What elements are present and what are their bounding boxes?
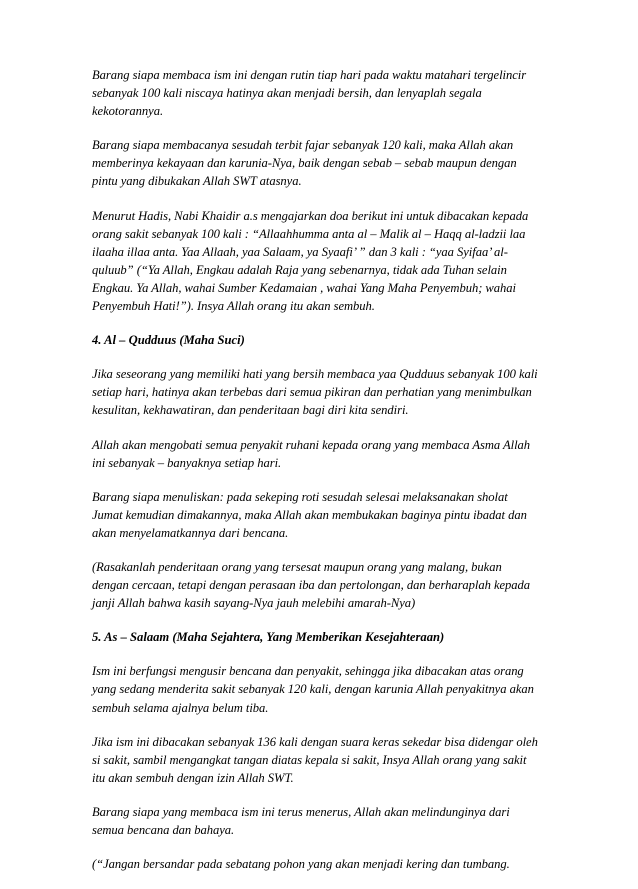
paragraph: Ism ini berfungsi mengusir bencana dan penyakit, sehingga jika dibacakan atas orang yang sedang menderita sakit sebanyak 120 kali, dengan karunia Allah penyakitnya akan sembuh selama ajalnya belum tiba.: [92, 664, 534, 715]
section-heading: 4. Al – Qudduus (Maha Suci): [92, 333, 245, 348]
paragraph: Jika ism ini dibacakan sebanyak 136 kali dengan suara keras sekedar bisa didengar oleh si sakit, sambil mengangkat tangan diatas kepala si sakit, Insya Allah orang yang sakit itu akan sembuh dengan izin Allah SWT.: [92, 734, 538, 785]
paragraph: Barang siapa yang membaca ism ini terus menerus, Allah akan melindunginya dari semua bencana dan bahaya.: [92, 804, 510, 837]
paragraph: Barang siapa menuliskan: pada sekeping roti sesudah selesai melaksanakan sholat Jumat kemudian dimakannya, maka Allah akan membukakan baginya pintu ibadat dan akan menyelamatkannya dari bencana.: [92, 489, 527, 540]
paragraph: Allah akan mengobati semua penyakit ruhani kepada orang yang membaca Asma Allah ini sebanyak – banyaknya setiap hari.: [92, 437, 531, 470]
paragraph: Barang siapa membacanya sesudah terbit fajar sebanyak 120 kali, maka Allah akan memberinya kekayaan dan karunia-Nya, baik dengan sebab – sebab maupun dengan pintu yang dibukakan Allah SWT atasnya.: [92, 138, 517, 189]
paragraph: (“Jangan bersandar pada sebatang pohon yang akan menjadi kering dan tumbang.: [92, 857, 510, 872]
paragraph: (Rasakanlah penderitaan orang yang tersesat maupun orang yang malang, bukan dengan cercaan, tetapi dengan perasaan iba dan pertolongan, dan berharaplah kepada janji Allah bahwa kasih sayang-Nya jauh melebihi amarah-Nya): [92, 559, 531, 611]
document-page: [92, 66, 552, 889]
paragraph: Menurut Hadis, Nabi Khaidir a.s mengajarkan doa berikut ini untuk dibacakan kepada orang sakit sebanyak 100 kali : “Allaahhumma anta al – Malik al – Haqq al-ladzii laa ilaaha illaa anta. Yaa Allaah, yaa Salaam, ya Syaafi’ ” dan 3 kali : “yaa Syifaa’ al- quluub” (“Ya Allah, Engkau adalah Raja yang sebenarnya, tidak ada Tuhan selain Engkau. Ya Allah, wahai Sumber Kedamaian , wahai Yang Maha Penyembuh; wahai Penyembuh Hati!”). Insya Allah orang itu akan sembuh.: [92, 208, 529, 314]
section-heading: 5. As – Salaam (Maha Sejahtera, Yang Memberikan Kesejahteraan): [92, 630, 445, 645]
paragraph: Barang siapa membaca ism ini dengan rutin tiap hari pada waktu matahari tergelincir sebanyak 100 kali niscaya hatinya akan menjadi bersih, dan lenyaplah segala kekotorannya.: [92, 68, 527, 119]
paragraph: Jika seseorang yang memiliki hati yang bersih membaca yaa Qudduus sebanyak 100 kali setiap hari, hatinya akan terbebas dari semua pikiran dan perhatian yang menimbulkan kesulitan, kekhawatiran, dan penderitaan bagi diri kita sendiri.: [92, 367, 538, 418]
